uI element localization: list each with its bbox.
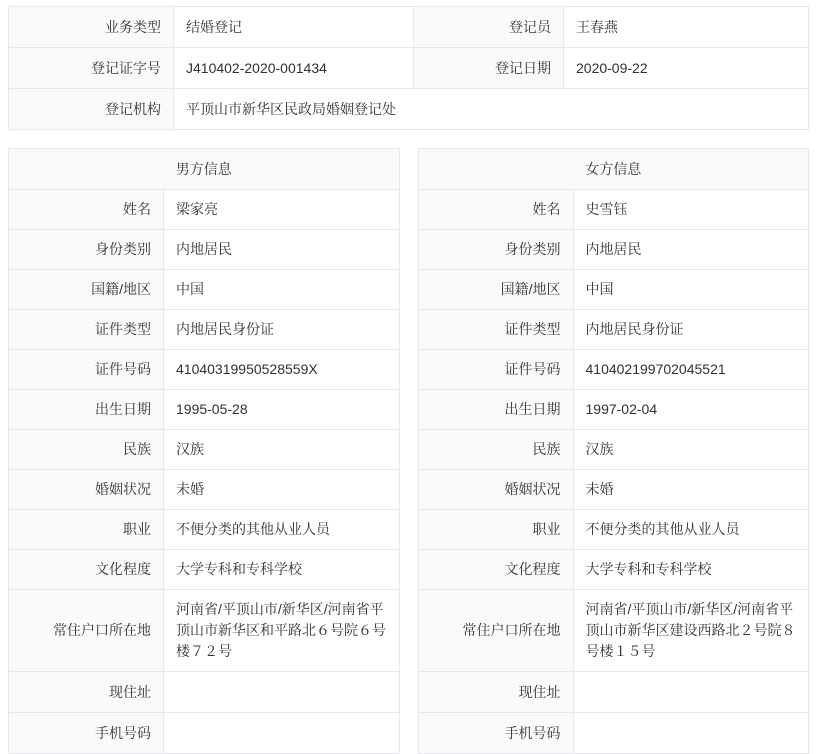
female-name-label: 姓名 bbox=[418, 190, 573, 230]
female-nationality-label: 国籍/地区 bbox=[418, 270, 573, 310]
table-row bbox=[9, 510, 400, 550]
female-current-address-label: 现住址 bbox=[418, 672, 573, 713]
business-type-label: 业务类型 bbox=[9, 7, 174, 48]
table-row bbox=[9, 230, 400, 270]
female-nationality-value: 中国 bbox=[573, 270, 809, 310]
table-row bbox=[418, 350, 809, 390]
table-row bbox=[418, 190, 809, 230]
certificate-number-label: 登记证字号 bbox=[9, 48, 174, 89]
female-phone-value bbox=[573, 713, 809, 754]
male-ethnicity-label: 民族 bbox=[9, 430, 164, 470]
male-identity-type-label: 身份类别 bbox=[9, 230, 164, 270]
table-row bbox=[9, 672, 400, 713]
registration-date-value: 2020-09-22 bbox=[564, 48, 809, 89]
female-occupation-value: 不便分类的其他从业人员 bbox=[573, 510, 809, 550]
male-education-value: 大学专科和专科学校 bbox=[164, 550, 400, 590]
male-panel-title: 男方信息 bbox=[8, 148, 400, 189]
female-current-address-value bbox=[573, 672, 809, 713]
male-household-address-label: 常住户口所在地 bbox=[9, 590, 164, 672]
table-row bbox=[9, 190, 400, 230]
registrar-value: 王春燕 bbox=[564, 7, 809, 48]
female-id-number-label: 证件号码 bbox=[418, 350, 573, 390]
male-info-table bbox=[8, 189, 400, 754]
table-row bbox=[418, 310, 809, 350]
female-marital-status-label: 婚姻状况 bbox=[418, 470, 573, 510]
table-row bbox=[9, 310, 400, 350]
table-row bbox=[9, 470, 400, 510]
registration-org-value: 平顶山市新华区民政局婚姻登记处 bbox=[174, 89, 809, 130]
table-row bbox=[9, 350, 400, 390]
registrar-label: 登记员 bbox=[414, 7, 564, 48]
female-ethnicity-value: 汉族 bbox=[573, 430, 809, 470]
female-identity-type-label: 身份类别 bbox=[418, 230, 573, 270]
registration-date-label: 登记日期 bbox=[414, 48, 564, 89]
female-id-number-value: 410402199702045521 bbox=[573, 350, 809, 390]
male-id-type-label: 证件类型 bbox=[9, 310, 164, 350]
female-marital-status-value: 未婚 bbox=[573, 470, 809, 510]
table-row bbox=[418, 390, 809, 430]
male-birthdate-label: 出生日期 bbox=[9, 390, 164, 430]
table-row bbox=[418, 590, 809, 672]
female-panel-title: 女方信息 bbox=[418, 148, 810, 189]
table-row bbox=[9, 713, 400, 754]
registration-org-label: 登记机构 bbox=[9, 89, 174, 130]
female-household-address-label: 常住户口所在地 bbox=[418, 590, 573, 672]
male-marital-status-value: 未婚 bbox=[164, 470, 400, 510]
female-identity-type-value: 内地居民 bbox=[573, 230, 809, 270]
female-info-table bbox=[418, 189, 810, 754]
table-row bbox=[9, 390, 400, 430]
table-row bbox=[418, 550, 809, 590]
male-marital-status-label: 婚姻状况 bbox=[9, 470, 164, 510]
table-row bbox=[9, 7, 809, 48]
female-education-value: 大学专科和专科学校 bbox=[573, 550, 809, 590]
female-ethnicity-label: 民族 bbox=[418, 430, 573, 470]
female-id-type-value: 内地居民身份证 bbox=[573, 310, 809, 350]
table-row bbox=[418, 270, 809, 310]
female-name-value: 史雪钰 bbox=[573, 190, 809, 230]
male-name-value: 梁家亮 bbox=[164, 190, 400, 230]
table-row bbox=[418, 713, 809, 754]
table-row bbox=[9, 430, 400, 470]
male-occupation-value: 不便分类的其他从业人员 bbox=[164, 510, 400, 550]
male-current-address-label: 现住址 bbox=[9, 672, 164, 713]
male-education-label: 文化程度 bbox=[9, 550, 164, 590]
female-birthdate-label: 出生日期 bbox=[418, 390, 573, 430]
male-birthdate-value: 1995-05-28 bbox=[164, 390, 400, 430]
summary-table bbox=[8, 6, 809, 130]
male-household-address-value: 河南省/平顶山市/新华区/河南省平顶山市新华区和平路北６号院６号楼７２号 bbox=[164, 590, 400, 672]
female-household-address-value: 河南省/平顶山市/新华区/河南省平顶山市新华区建设西路北２号院８号楼１５号 bbox=[573, 590, 809, 672]
table-row bbox=[418, 510, 809, 550]
table-row bbox=[9, 270, 400, 310]
table-row bbox=[9, 590, 400, 672]
female-id-type-label: 证件类型 bbox=[418, 310, 573, 350]
certificate-number-value: J410402-2020-001434 bbox=[174, 48, 414, 89]
male-name-label: 姓名 bbox=[9, 190, 164, 230]
table-row bbox=[9, 89, 809, 130]
female-occupation-label: 职业 bbox=[418, 510, 573, 550]
table-row bbox=[418, 470, 809, 510]
table-row bbox=[9, 550, 400, 590]
male-id-number-label: 证件号码 bbox=[9, 350, 164, 390]
male-identity-type-value: 内地居民 bbox=[164, 230, 400, 270]
business-type-value: 结婚登记 bbox=[174, 7, 414, 48]
female-education-label: 文化程度 bbox=[418, 550, 573, 590]
male-id-type-value: 内地居民身份证 bbox=[164, 310, 400, 350]
summary-section bbox=[8, 6, 809, 130]
male-nationality-label: 国籍/地区 bbox=[9, 270, 164, 310]
table-row bbox=[418, 430, 809, 470]
female-birthdate-value: 1997-02-04 bbox=[573, 390, 809, 430]
table-row bbox=[418, 672, 809, 713]
male-phone-label: 手机号码 bbox=[9, 713, 164, 754]
male-current-address-value bbox=[164, 672, 400, 713]
male-id-number-value: 41040319950528559X bbox=[164, 350, 400, 390]
female-phone-label: 手机号码 bbox=[418, 713, 573, 754]
male-occupation-label: 职业 bbox=[9, 510, 164, 550]
person-panels bbox=[8, 148, 809, 754]
male-ethnicity-value: 汉族 bbox=[164, 430, 400, 470]
female-panel bbox=[418, 148, 810, 754]
male-nationality-value: 中国 bbox=[164, 270, 400, 310]
table-row bbox=[9, 48, 809, 89]
table-row bbox=[418, 230, 809, 270]
male-phone-value bbox=[164, 713, 400, 754]
male-panel bbox=[8, 148, 400, 754]
